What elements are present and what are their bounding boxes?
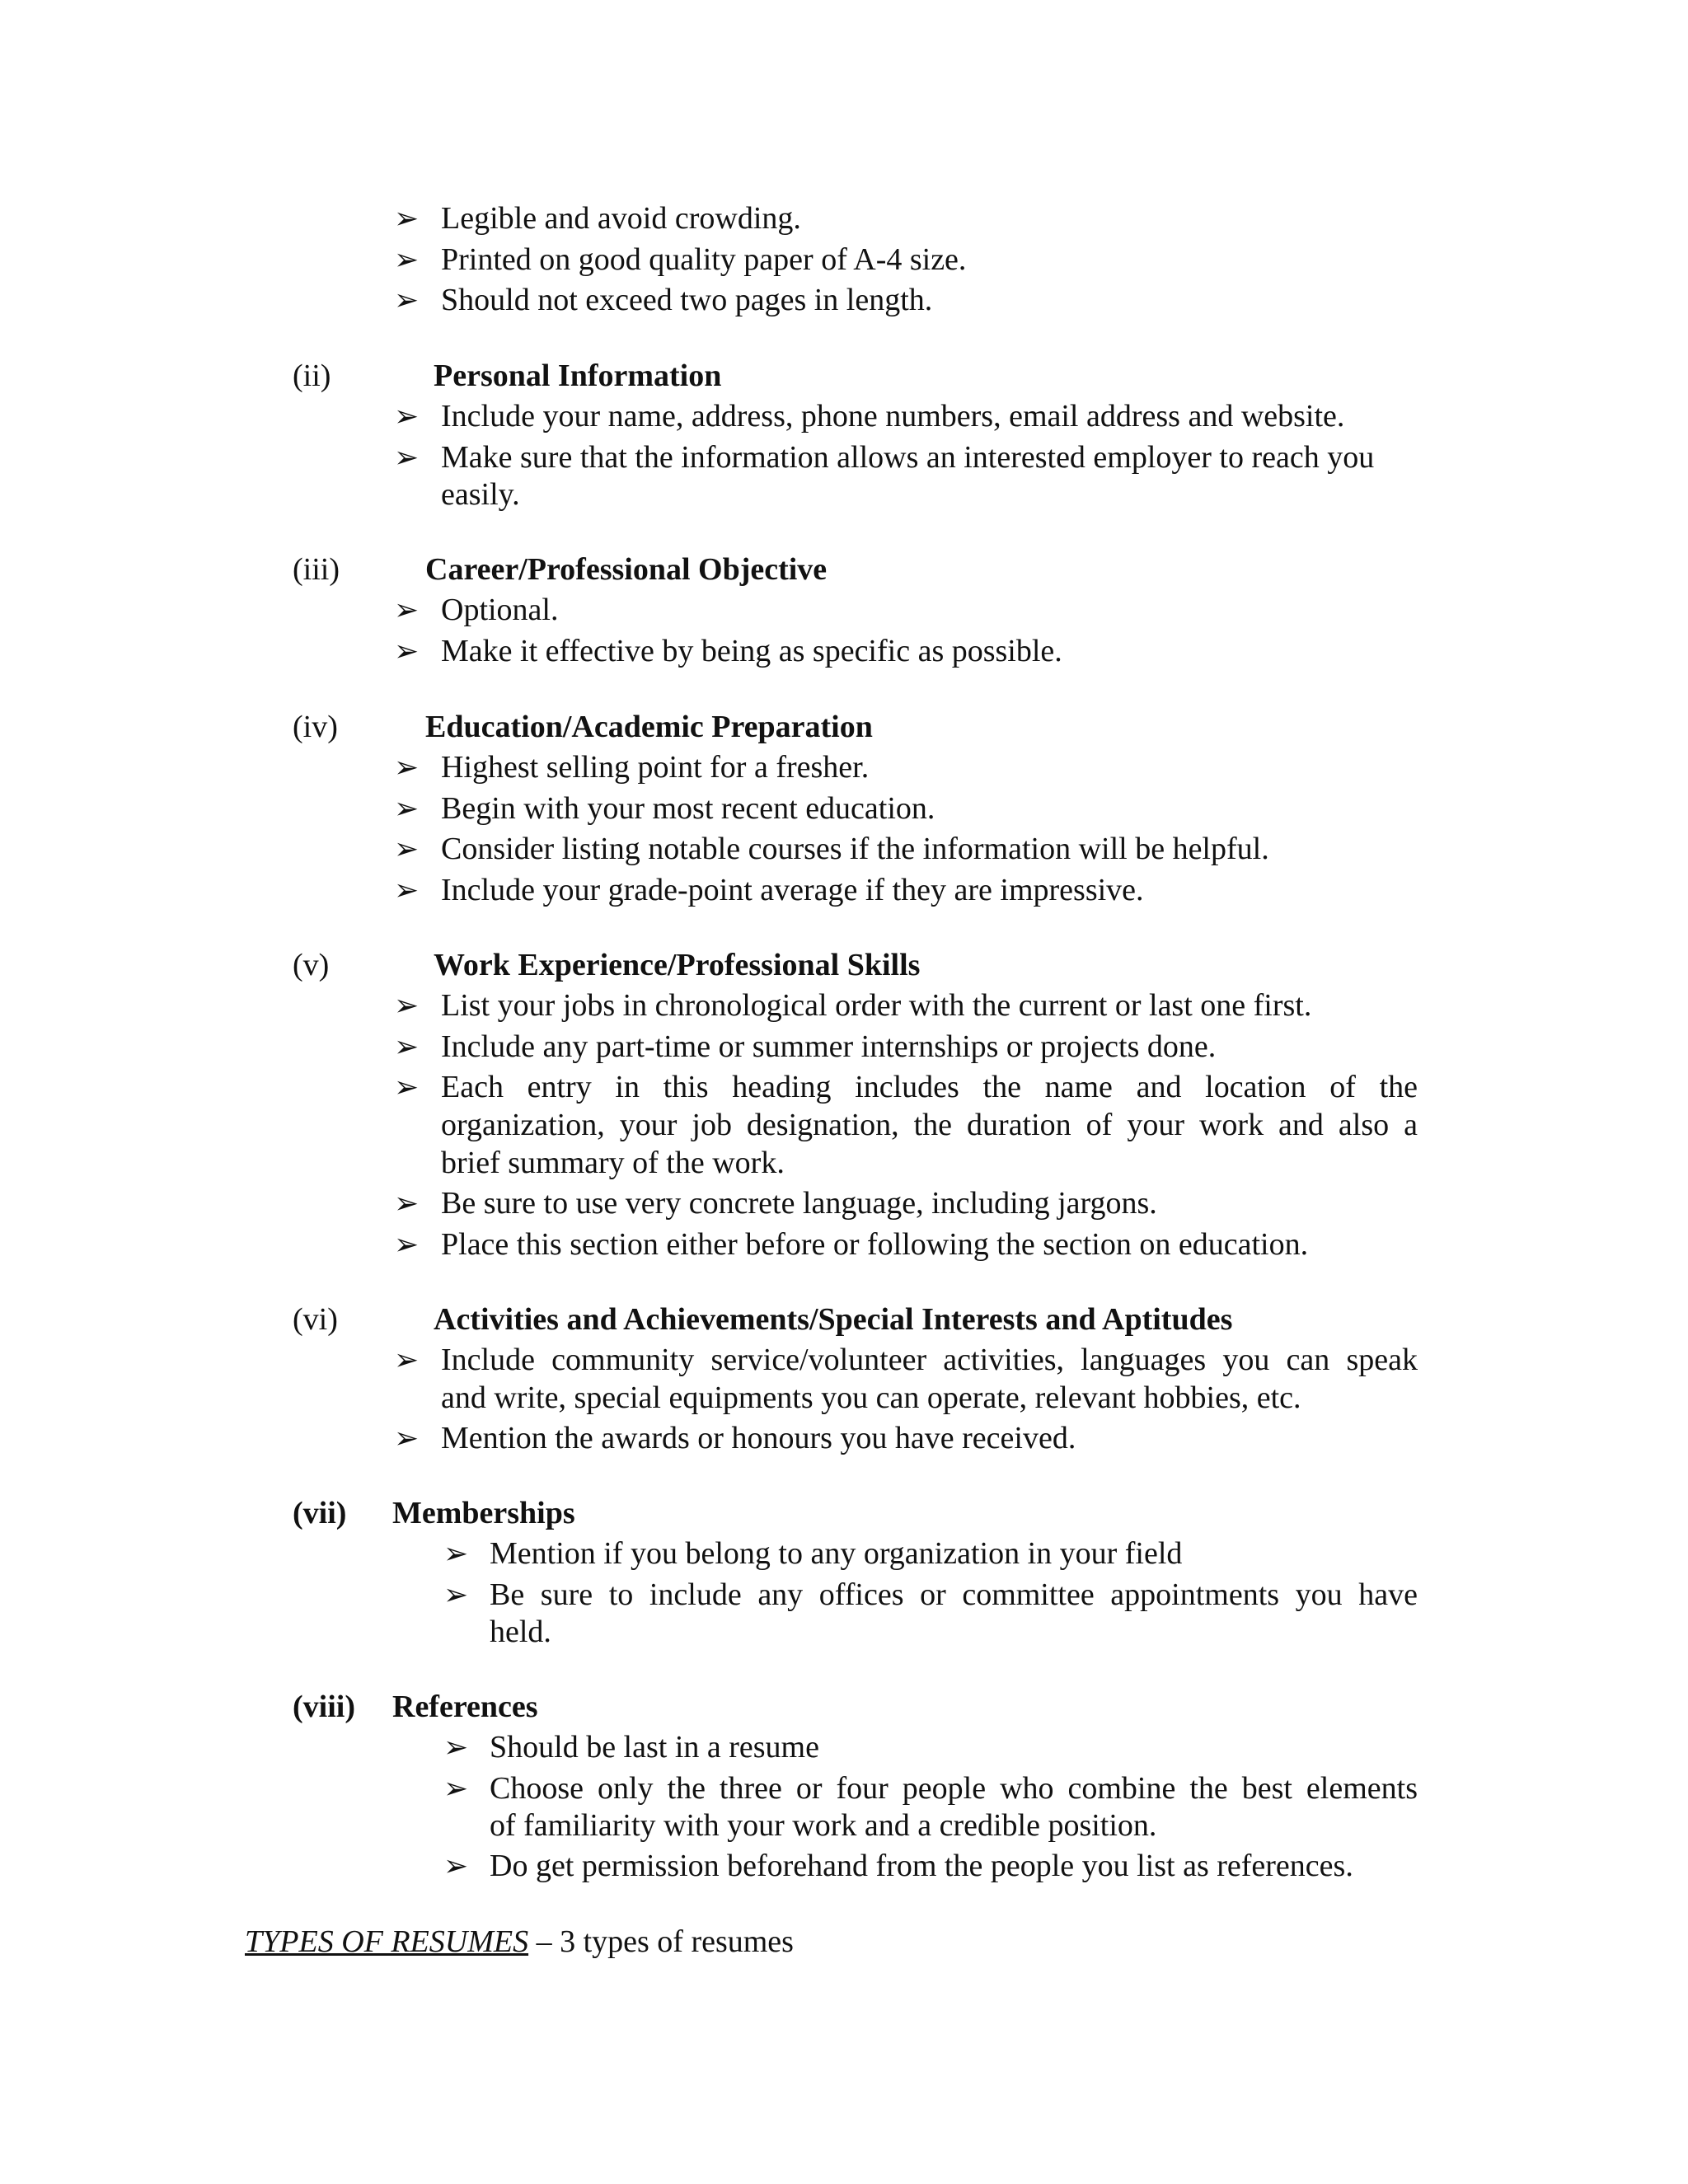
section-heading: Work Experience/Professional Skills	[434, 948, 921, 982]
bullet-marker: ➢	[394, 1422, 420, 1455]
types-of-resumes-title: TYPES OF RESUMES	[245, 1924, 529, 1959]
list-item: Include any part-time or summer internships or projects done.	[441, 1029, 1217, 1064]
list-item: Mention the awards or honours you have received.	[441, 1421, 1076, 1455]
bullet-marker: ➢	[443, 1537, 469, 1570]
section-numeral: (vii)	[293, 1496, 347, 1530]
list-item: Optional.	[441, 593, 559, 627]
bullet-marker: ➢	[394, 243, 420, 276]
list-item-continuation: and write, special equipments you can operate, relevant hobbies, etc.	[441, 1380, 1301, 1415]
list-item-continuation: easily.	[441, 477, 520, 512]
list-item: Choose only the three or four people who combine the best elements	[490, 1771, 1418, 1806]
list-item: Should not exceed two pages in length.	[441, 283, 933, 317]
list-item-continuation: brief summary of the work.	[441, 1146, 785, 1180]
list-item-continuation: held.	[490, 1615, 551, 1649]
section-heading: Career/Professional Objective	[425, 552, 828, 587]
bullet-marker: ➢	[394, 1343, 420, 1376]
list-item: Make it effective by being as specific as possible.	[441, 634, 1062, 668]
bullet-marker: ➢	[394, 832, 420, 865]
section-heading: Personal Information	[434, 359, 722, 393]
section-heading: Education/Academic Preparation	[425, 710, 873, 744]
bullet-marker: ➢	[394, 989, 420, 1022]
bullet-marker: ➢	[394, 593, 420, 626]
section-heading: Activities and Achievements/Special Interests and Aptitudes	[434, 1302, 1233, 1337]
list-item: Place this section either before or following the section on education.	[441, 1227, 1309, 1262]
list-item: Include community service/volunteer activities, languages you can speak	[441, 1343, 1418, 1377]
list-item: Consider listing notable courses if the information will be helpful.	[441, 832, 1269, 866]
types-of-resumes-line	[245, 1923, 794, 1961]
section-numeral: (v)	[293, 948, 330, 982]
bullet-marker: ➢	[394, 284, 420, 316]
list-item: Mention if you belong to any organization in your field	[490, 1536, 1183, 1571]
list-item: Be sure to use very concrete language, including jargons.	[441, 1186, 1157, 1221]
list-item: Be sure to include any offices or committee appointments you have	[490, 1577, 1418, 1612]
bullet-marker: ➢	[394, 1187, 420, 1220]
bullet-marker: ➢	[443, 1578, 469, 1611]
list-item: Do get permission beforehand from the people you list as references.	[490, 1849, 1353, 1883]
bullet-marker: ➢	[394, 874, 420, 907]
list-item: Make sure that the information allows an interested employer to reach you	[441, 440, 1375, 475]
list-item: Include your grade-point average if they are impressive.	[441, 873, 1144, 907]
bullet-marker: ➢	[394, 751, 420, 784]
section-numeral: (iii)	[293, 552, 340, 587]
section-numeral: (iv)	[293, 710, 338, 744]
section-numeral: (ii)	[293, 359, 331, 393]
bullet-marker: ➢	[394, 1030, 420, 1063]
list-item: Highest selling point for a fresher.	[441, 750, 870, 785]
list-item: Each entry in this heading includes the name and location of the	[441, 1070, 1418, 1104]
list-item-continuation: of familiarity with your work and a credible position.	[490, 1808, 1157, 1843]
list-item: Printed on good quality paper of A-4 size.	[441, 242, 967, 277]
section-heading: References	[392, 1690, 538, 1724]
list-item: List your jobs in chronological order with the current or last one first.	[441, 988, 1312, 1023]
bullet-marker: ➢	[443, 1731, 469, 1764]
bullet-marker: ➢	[443, 1849, 469, 1882]
bullet-marker: ➢	[394, 1071, 420, 1104]
bullet-marker: ➢	[394, 202, 420, 235]
list-item: Include your name, address, phone numbers, email address and website.	[441, 399, 1345, 434]
list-item: Begin with your most recent education.	[441, 791, 935, 826]
bullet-marker: ➢	[394, 1228, 420, 1261]
bullet-marker: ➢	[394, 635, 420, 668]
list-item-continuation: organization, your job designation, the duration of your work and also a	[441, 1108, 1418, 1142]
section-heading: Memberships	[392, 1496, 575, 1530]
bullet-marker: ➢	[394, 792, 420, 825]
types-of-resumes-text: – 3 types of resumes	[528, 1924, 794, 1959]
bullet-marker: ➢	[394, 441, 420, 474]
list-item: Legible and avoid crowding.	[441, 201, 801, 236]
list-item: Should be last in a resume	[490, 1730, 819, 1765]
section-numeral: (viii)	[293, 1690, 355, 1724]
bullet-marker: ➢	[394, 400, 420, 433]
section-numeral: (vi)	[293, 1302, 338, 1337]
bullet-marker: ➢	[443, 1772, 469, 1805]
